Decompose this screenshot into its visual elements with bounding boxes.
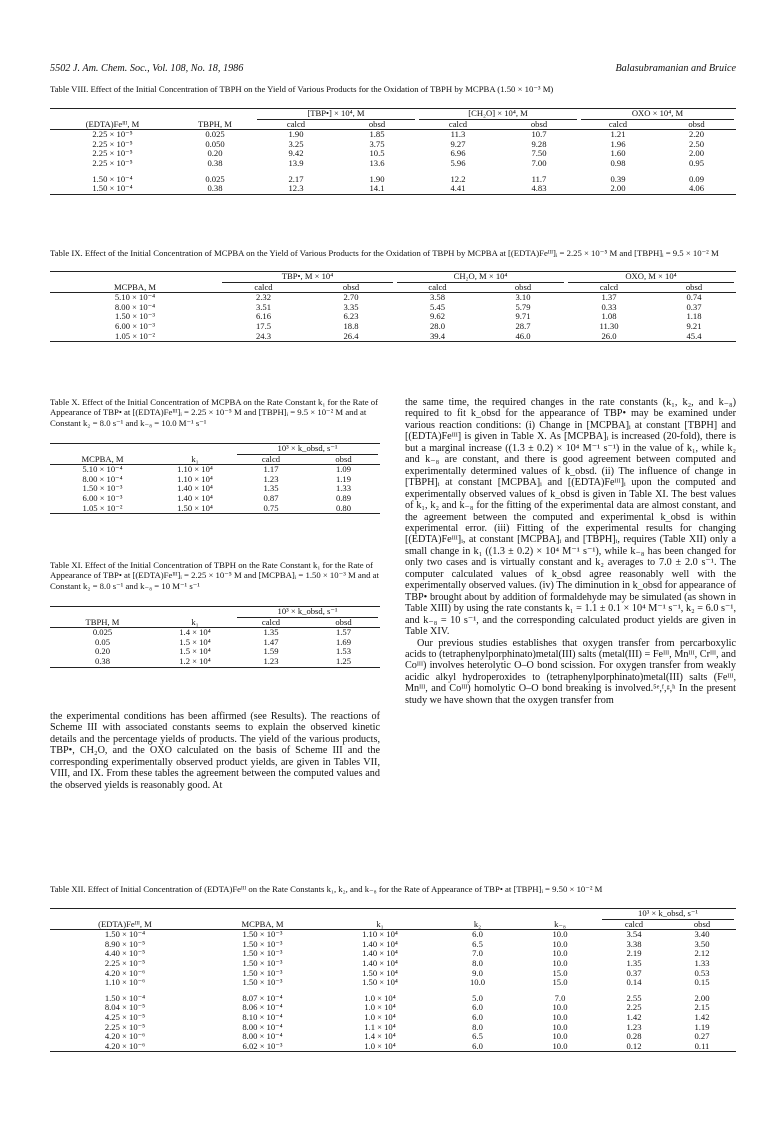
table-cell: 3.40: [694, 929, 710, 940]
table-col-header: MCPBA, M: [241, 918, 284, 929]
table-9-header-row: [50, 283, 736, 293]
table-cell: 0.025: [205, 129, 225, 140]
table-cell: 0.98: [610, 157, 626, 168]
table-cell: 0.87: [263, 492, 279, 503]
table-col-header: obsd: [335, 453, 352, 464]
table-col-header: MCPBA, M: [113, 281, 157, 292]
table-cell: 1.1 × 10⁴: [364, 1021, 396, 1032]
table-col-header: k₁: [191, 453, 199, 464]
table-col-header: obsd: [693, 918, 711, 929]
table-cell: 2.00: [694, 992, 710, 1003]
table-row: [50, 184, 736, 194]
table-cell: 2.25 × 10⁻⁵: [92, 138, 133, 149]
table-cell: 5.0: [472, 992, 483, 1003]
table-cell: 0.20: [207, 148, 223, 159]
table-cell: 45.4: [686, 330, 702, 341]
table-row: [50, 140, 736, 150]
table-cell: 13.6: [369, 157, 385, 168]
table-cell: 1.19: [694, 1021, 710, 1032]
table-cell: 1.50 × 10⁻⁴: [92, 173, 133, 184]
table-cell: 1.09: [335, 464, 352, 475]
table-cell: 1.4 × 10⁴: [179, 627, 211, 638]
table-cell: 6.0: [472, 929, 483, 940]
table-col-header: obsd: [688, 118, 705, 129]
table-row: [50, 149, 736, 159]
table-cell: 15.0: [552, 977, 568, 988]
table-cell: 28.0: [429, 320, 446, 331]
table-cell: 10.5: [369, 148, 385, 159]
table-cell: 1.05 × 10⁻²: [82, 502, 123, 513]
table-cell: 0.025: [205, 173, 225, 184]
table-cell: 9.28: [531, 138, 547, 149]
table-cell: 1.50 × 10⁻⁴: [92, 183, 133, 194]
table-cell: 1.35: [626, 957, 642, 968]
table-cell: 0.95: [688, 157, 705, 168]
table-cell: 26.0: [601, 330, 617, 341]
table-cell: 8.00 × 10⁻⁴: [82, 473, 123, 484]
table-cell: 1.50 × 10⁻⁴: [104, 929, 146, 940]
table-10: [50, 443, 380, 514]
table-cell: 1.10 × 10⁴: [177, 464, 213, 475]
table-12: [50, 908, 736, 1052]
table-cell: 1.23: [626, 1021, 642, 1032]
table-10-group: 10³ × k_obsd, s⁻¹: [237, 444, 378, 455]
table-9-caption: Table IX. Effect of the Initial Concentration of MCPBA on the Yield of Various Products for the Oxidation of TBPH by MCPBA at [(EDTA)Feᴵᴵᴵ]ᵢ = 2.25 × 10⁻⁵ M and [TBPH]ᵢ = 9.5 × 10⁻² M: [50, 248, 719, 258]
table-cell: 0.53: [694, 967, 710, 978]
table-cell: 1.25: [335, 655, 352, 666]
table-col-header: calcd: [254, 281, 273, 292]
table-cell: 24.3: [255, 330, 272, 341]
table-cell: 1.37: [601, 292, 617, 303]
left-column-text: [50, 711, 380, 791]
table-cell: 1.40 × 10⁴: [177, 483, 213, 494]
table-cell: 1.69: [335, 636, 352, 647]
table-cell: 0.37: [686, 301, 702, 312]
table-cell: 1.50 × 10⁴: [177, 502, 213, 513]
table-cell: 1.21: [610, 129, 626, 140]
table-cell: 5.79: [515, 301, 531, 312]
table-cell: 1.50 × 10⁻³: [82, 483, 123, 494]
table-cell: 2.00: [610, 183, 626, 194]
table-cell: 1.33: [694, 957, 710, 968]
table-9: [50, 271, 736, 342]
table-row: [50, 159, 736, 169]
table-cell: 1.90: [288, 129, 304, 140]
table-cell: 0.20: [94, 646, 111, 657]
table-col-header: TBPH, M: [85, 616, 120, 627]
table-cell: 1.0 × 10⁴: [364, 1040, 396, 1051]
table-8-header-row: [50, 120, 736, 130]
table-cell: 4.40 × 10⁻⁵: [104, 948, 146, 959]
table-cell: 18.8: [343, 320, 359, 331]
table-cell: 9.42: [288, 148, 304, 159]
table-12-group: 10³ × k_obsd, s⁻¹: [602, 909, 734, 920]
table-cell: 1.40 × 10⁴: [362, 957, 398, 968]
table-cell: 8.90 × 10⁻⁵: [104, 938, 146, 949]
table-cell: 3.54: [626, 929, 642, 940]
table-cell: 7.0: [554, 992, 566, 1003]
table-cell: 1.90: [369, 173, 385, 184]
table-cell: 6.00 × 10⁻³: [115, 320, 155, 331]
table-cell: 1.0 × 10⁴: [364, 1011, 396, 1022]
table-cell: 12.3: [288, 183, 304, 194]
table-row: [50, 175, 736, 185]
table-cell: 1.23: [263, 655, 279, 666]
table-cell: 8.00 × 10⁻⁴: [242, 1031, 283, 1042]
table-cell: 11.3: [450, 129, 466, 140]
table-cell: 3.50: [694, 938, 710, 949]
table-cell: 1.0 × 10⁴: [364, 1002, 396, 1013]
table-cell: 0.15: [694, 977, 710, 988]
table-cell: 2.55: [626, 992, 642, 1003]
table-cell: 2.17: [288, 173, 304, 184]
table-cell: 9.0: [472, 967, 483, 978]
table-cell: 28.7: [515, 320, 531, 331]
table-cell: 0.74: [686, 292, 702, 303]
right-column-text: [405, 397, 736, 706]
table-cell: 0.09: [688, 173, 705, 184]
right-paragraph-1: the same time, the required changes in the rate constants (k₁, k₂, and k₋₈) required to fit k_obsd for the appearance of TBP• may be examined under various reaction conditions: (i) Change in [MCPBA]ᵢ at constant [TBPH] and [(EDTA)Feᴵᴵᴵ] is given in Table X. As [MCPBA]ᵢ is increased (20-fold), there is but a marginal increase ((1.3 ± 0.2) × 10⁴ M⁻¹ s⁻¹) in the value of k₁, while k₂ and k₋₈ are constant, and there is good agreement between computed and experimentally determined values of k_obsd. (ii) The influence of change in [TBPH]ᵢ at constant [MCPBA]ᵢ and [(EDTA)Feᴵᴵᴵ]ᵢ upon the computed and experimentally observed values of k_obsd is given in Table XI. The best values of k₁, k₂ and k₋₈ for the fitting of the experimental data are almost constant, and the agreement between the computed and experimental k_obsd is within experimental error. (iii) Fitting of the experimental results for changing [(EDTA)Feᴵᴵᴵ]ᵢ, at constant [MCPBA]ᵢ and [TBPH]ᵢ, requires (Table XII) only a small change in k₁ ((1.3 ± 0.2) × 10⁴ M⁻¹ s⁻¹), while k₋₈ has been changed for only two cases and is virtually constant and k₂ averages to 7.0 ± 2.0 s⁻¹. The computer calculated values of k_obsd agree reasonably well with the experimentally observed values. (iv) The diminution in k_obsd for appearance of TBP• brought about by addition of formaldehyde may be simulated (as shown in Table XIII) by using the rate constants k₁ = 1.1 ± 0.1 × 10⁴ M⁻¹ s⁻¹, k₂ = 6.0 s⁻¹, and k₋₈ = 10 s⁻¹, and the corresponding calculated product yields are given in Table XIV.: [405, 397, 736, 638]
table-cell: 0.05: [94, 636, 111, 647]
table-cell: 1.42: [694, 1011, 710, 1022]
table-col-header: MCPBA, M: [81, 453, 124, 464]
table-col-header: obsd: [530, 118, 548, 129]
table-cell: 6.0: [472, 1002, 483, 1013]
table-cell: 1.57: [335, 627, 352, 638]
table-cell: 6.00 × 10⁻³: [82, 492, 123, 503]
table-cell: 1.60: [610, 148, 626, 159]
table-10-header-row: [50, 455, 380, 465]
table-col-header: obsd: [514, 281, 532, 292]
table-cell: 15.0: [552, 967, 568, 978]
table-10-caption: Table X. Effect of the Initial Concentration of MCPBA on the Rate Constant k₁ for the Rate of Appearance of TBP• at [(EDTA)Feᴵᴵᴵ]ᵢ = 2.25 × 10⁻⁵ M and [TBPH]ᵢ = 9.5 × 10⁻² M and at Constant k₂ = 8.0 s⁻¹ and k₋₈ = 10.0 M⁻¹ s⁻¹: [50, 397, 378, 428]
table-cell: 9.27: [450, 138, 466, 149]
table-row: [50, 332, 736, 342]
table-cell: 14.1: [369, 183, 385, 194]
table-cell: 17.5: [255, 320, 272, 331]
table-cell: 2.25 × 10⁻⁵: [92, 129, 133, 140]
table-cell: 10.0: [552, 938, 568, 949]
table-cell: 8.07 × 10⁻⁴: [242, 992, 283, 1003]
running-header: [50, 63, 736, 74]
table-cell: 1.5 × 10⁴: [179, 636, 211, 647]
table-cell: 1.17: [263, 464, 279, 475]
table-8-group: OXO × 10⁴, M: [581, 109, 734, 120]
table-cell: 1.96: [610, 138, 626, 149]
table-cell: 11.30: [599, 320, 619, 331]
table-cell: 1.40 × 10⁴: [362, 938, 398, 949]
table-cell: 1.2 × 10⁴: [179, 655, 211, 666]
table-cell: 5.10 × 10⁻⁴: [114, 292, 156, 303]
table-12-header-row: [50, 920, 736, 930]
table-9-group: TBP•, M × 10⁴: [222, 272, 393, 283]
table-cell: 1.08: [601, 311, 617, 322]
table-cell: 6.16: [255, 311, 272, 322]
table-cell: 6.02 × 10⁻³: [242, 1040, 283, 1051]
table-col-header: obsd: [368, 118, 386, 129]
table-cell: 8.00 × 10⁻⁴: [114, 301, 156, 312]
table-cell: 0.025: [92, 627, 113, 638]
table-cell: 4.25 × 10⁻⁵: [104, 1011, 146, 1022]
table-cell: 10.7: [531, 129, 547, 140]
header-left: 5502 J. Am. Chem. Soc., Vol. 108, No. 18, 1986: [50, 63, 244, 74]
table-cell: 1.50 × 10⁻³: [242, 957, 283, 968]
table-row: [50, 978, 736, 988]
table-cell: 2.25: [626, 1002, 642, 1013]
table-cell: 11.7: [531, 173, 547, 184]
table-cell: 12.2: [450, 173, 466, 184]
table-8-group: [CH₂O] × 10⁴, M: [419, 109, 577, 120]
table-cell: 6.23: [343, 311, 359, 322]
table-cell: 8.00 × 10⁻⁴: [242, 1021, 283, 1032]
table-cell: 10.0: [552, 1031, 568, 1042]
table-cell: 1.40 × 10⁴: [362, 948, 398, 959]
table-col-header: k₁: [191, 616, 199, 627]
table-cell: 3.51: [255, 301, 272, 312]
table-cell: 4.06: [688, 183, 705, 194]
table-cell: 10.0: [552, 1040, 568, 1051]
table-cell: 2.20: [688, 129, 705, 140]
table-cell: 0.11: [694, 1040, 710, 1051]
table-cell: 3.58: [429, 292, 446, 303]
table-cell: 3.38: [626, 938, 642, 949]
table-cell: 6.96: [450, 148, 466, 159]
table-cell: 4.20 × 10⁻⁶: [104, 1031, 146, 1042]
header-right: Balasubramanian and Bruice: [615, 63, 736, 74]
table-cell: 10.0: [552, 929, 568, 940]
table-cell: 2.25 × 10⁻⁵: [104, 957, 146, 968]
table-8-caption: Table VIII. Effect of the Initial Concentration of TBPH on the Yield of Various Products for the Oxidation of TBPH by MCPBA (1.50 × 10⁻³ M): [50, 84, 554, 94]
table-cell: 13.9: [288, 157, 304, 168]
table-cell: 8.0: [472, 957, 483, 968]
table-cell: 2.25 × 10⁻⁵: [104, 1021, 146, 1032]
table-cell: 5.45: [429, 301, 446, 312]
table-cell: 9.62: [429, 311, 446, 322]
table-cell: 0.39: [610, 173, 626, 184]
table-cell: 0.33: [601, 301, 617, 312]
table-col-header: calcd: [448, 118, 468, 129]
table-cell: 1.50 × 10⁻³: [242, 938, 283, 949]
table-cell: 2.12: [694, 948, 710, 959]
table-11: [50, 606, 380, 668]
table-cell: 0.14: [626, 977, 642, 988]
table-cell: 1.18: [686, 311, 702, 322]
table-col-header: TBPH, M: [198, 118, 232, 129]
table-cell: 2.15: [694, 1002, 710, 1013]
table-11-group: 10³ × k_obsd, s⁻¹: [237, 607, 378, 618]
table-col-header: calcd: [608, 118, 628, 129]
table-cell: 46.0: [515, 330, 531, 341]
table-cell: 5.10 × 10⁻⁴: [82, 464, 123, 475]
table-cell: 9.21: [686, 320, 702, 331]
table-cell: 1.53: [335, 646, 352, 657]
table-cell: 1.05 × 10⁻²: [115, 330, 155, 341]
table-cell: 7.50: [531, 148, 547, 159]
table-cell: 7.0: [472, 948, 483, 959]
table-cell: 1.10 × 10⁴: [177, 473, 213, 484]
table-cell: 8.04 × 10⁻⁵: [104, 1002, 146, 1013]
table-cell: 7.00: [531, 157, 547, 168]
table-cell: 9.71: [515, 311, 531, 322]
table-cell: 2.00: [688, 148, 705, 159]
left-paragraph: the experimental conditions has been affirmed (see Results). The reactions of Scheme III with associated constants seems to explain the observed kinetic details and the percentage yields of products. The yield of the various products, TBP•, CH₂O, and the OXO calculated on the basis of Scheme III and the corresponding experimentally observed product yields, are given in Tables VII, VIII, and IX. From these tables the agreement between the computed values and the observed yields is reasonably good. At: [50, 711, 380, 791]
table-col-header: k₂: [473, 918, 482, 929]
table-col-header: obsd: [342, 281, 360, 292]
table-cell: 1.5 × 10⁴: [179, 646, 211, 657]
table-cell: 1.85: [369, 129, 385, 140]
table-col-header: calcd: [286, 118, 306, 129]
table-col-header: (EDTA)Feᴵᴵᴵ, M: [85, 118, 140, 129]
table-col-header: k₋₈: [554, 918, 566, 929]
table-cell: 6.0: [472, 1040, 483, 1051]
table-cell: 1.10 × 10⁴: [362, 929, 398, 940]
table-11-caption: Table XI. Effect of the Initial Concentration of TBPH on the Rate Constant k₁ for the Rate of Appearance of TBP• at [(EDTA)Feᴵᴵᴵ]ᵢ = 2.25 × 10⁻⁵ M and [MCPBA]ᵢ = 1.50 × 10⁻³ M and at Constant k₂ = 8.0 s⁻¹ and k₋₈ = 10 M⁻¹ s⁻¹: [50, 560, 379, 591]
table-cell: 2.19: [626, 948, 642, 959]
table-cell: 10.0: [552, 1011, 568, 1022]
table-12-caption: Table XII. Effect of Initial Concentration of (EDTA)Feᴵᴵᴵ on the Rate Constants k₁, k₂, and k₋₈ for the Rate of Appearance of TBP• at [TBPH]ᵢ = 9.50 × 10⁻² M: [50, 884, 603, 894]
table-col-header: obsd: [335, 616, 352, 627]
table-cell: 1.50 × 10⁴: [362, 967, 398, 978]
table-9-group: OXO, M × 10⁴: [568, 272, 734, 283]
table-cell: 1.50 × 10⁻³: [242, 948, 283, 959]
table-cell: 1.50 × 10⁻⁴: [104, 992, 146, 1003]
table-cell: 4.20 × 10⁻⁶: [104, 967, 146, 978]
table-row: [50, 657, 380, 667]
table-col-header: (EDTA)Feᴵᴵᴵ, M: [98, 918, 152, 929]
table-cell: 3.25: [288, 138, 304, 149]
table-cell: 4.41: [450, 183, 466, 194]
table-cell: 2.25 × 10⁻⁵: [92, 148, 133, 159]
table-cell: 1.10 × 10⁻⁶: [104, 977, 146, 988]
table-cell: 10.0: [552, 1021, 568, 1032]
table-cell: 1.47: [263, 636, 279, 647]
table-col-header: calcd: [624, 918, 644, 929]
table-cell: 0.12: [626, 1040, 642, 1051]
table-cell: 5.96: [450, 157, 466, 168]
table-cell: 3.75: [369, 138, 385, 149]
table-cell: 8.10 × 10⁻⁴: [242, 1011, 283, 1022]
table-cell: 1.40 × 10⁴: [177, 492, 213, 503]
table-cell: 1.4 × 10⁴: [364, 1031, 396, 1042]
right-paragraph-2: Our previous studies establishes that oxygen transfer from percarboxylic acids to (tetraphenylporphinato)metal(III) salts (metal(III) = Feᴵᴵᴵ, Mnᴵᴵᴵ, Crᴵᴵᴵ, and Coᴵᴵᴵ) involves heterolytic O–O bond scission. For oxygen transfer from weakly acidic alkyl hydroperoxides to (tetraphenylporphinato)metal(III) salts (Feᴵᴵᴵ, Mnᴵᴵᴵ, and Coᴵᴵᴵ) homolytic O–O bond breaking is involved.⁵ᵉ,ᶠ,ᵍ,ʰ In the present study we have shown that the oxygen transfer from: [405, 637, 736, 706]
table-8-group: [TBP•] × 10⁴, M: [257, 109, 415, 120]
table-cell: 0.28: [626, 1031, 642, 1042]
table-cell: 6.5: [472, 1031, 483, 1042]
table-cell: 10.0: [552, 948, 568, 959]
table-cell: 10.0: [552, 1002, 568, 1013]
table-cell: 0.38: [207, 157, 223, 168]
table-cell: 2.70: [343, 292, 359, 303]
table-cell: 1.50 × 10⁻³: [242, 967, 283, 978]
table-cell: 10.0: [552, 957, 568, 968]
table-cell: 26.4: [343, 330, 359, 341]
table-cell: 0.27: [694, 1031, 710, 1042]
table-col-header: calcd: [428, 281, 447, 292]
table-cell: 4.20 × 10⁻⁶: [104, 1040, 146, 1051]
table-cell: 0.75: [263, 502, 279, 513]
table-col-header: k₁: [376, 918, 384, 929]
table-cell: 1.23: [263, 473, 279, 484]
table-cell: 0.38: [207, 183, 223, 194]
table-cell: 3.35: [343, 301, 359, 312]
table-cell: 6.5: [472, 938, 483, 949]
table-cell: 1.59: [263, 646, 279, 657]
table-cell: 39.4: [429, 330, 446, 341]
table-cell: 1.35: [263, 627, 279, 638]
table-cell: 4.83: [531, 183, 547, 194]
table-8: [50, 108, 736, 195]
table-9-group: CH₂O, M × 10⁴: [397, 272, 564, 283]
table-cell: 1.19: [335, 473, 352, 484]
table-cell: 2.32: [255, 292, 272, 303]
table-cell: 1.33: [335, 483, 352, 494]
table-cell: 1.42: [626, 1011, 642, 1022]
table-cell: 3.10: [515, 292, 531, 303]
table-cell: 8.06 × 10⁻⁴: [242, 1002, 283, 1013]
table-cell: 0.89: [335, 492, 352, 503]
table-cell: 1.0 × 10⁴: [364, 992, 396, 1003]
table-cell: 10.0: [469, 977, 486, 988]
table-cell: 8.0: [472, 1021, 483, 1032]
table-cell: 0.37: [626, 967, 642, 978]
table-col-header: calcd: [261, 616, 281, 627]
table-cell: 0.050: [205, 138, 225, 149]
table-col-header: calcd: [599, 281, 619, 292]
table-col-header: obsd: [685, 281, 703, 292]
table-row: [50, 504, 380, 514]
table-cell: 2.50: [688, 138, 705, 149]
table-cell: 1.50 × 10⁴: [362, 977, 398, 988]
table-row: [50, 130, 736, 140]
table-cell: 6.0: [472, 1011, 483, 1022]
table-cell: 1.50 × 10⁻³: [242, 977, 283, 988]
table-cell: 1.35: [263, 483, 279, 494]
table-cell: 2.25 × 10⁻⁵: [92, 157, 133, 168]
table-col-header: calcd: [261, 453, 281, 464]
table-11-header-row: [50, 618, 380, 628]
table-cell: 0.38: [94, 655, 111, 666]
table-cell: 1.50 × 10⁻³: [242, 929, 283, 940]
table-cell: 0.80: [335, 502, 352, 513]
table-cell: 1.50 × 10⁻³: [115, 311, 155, 322]
table-row: [50, 1042, 736, 1052]
